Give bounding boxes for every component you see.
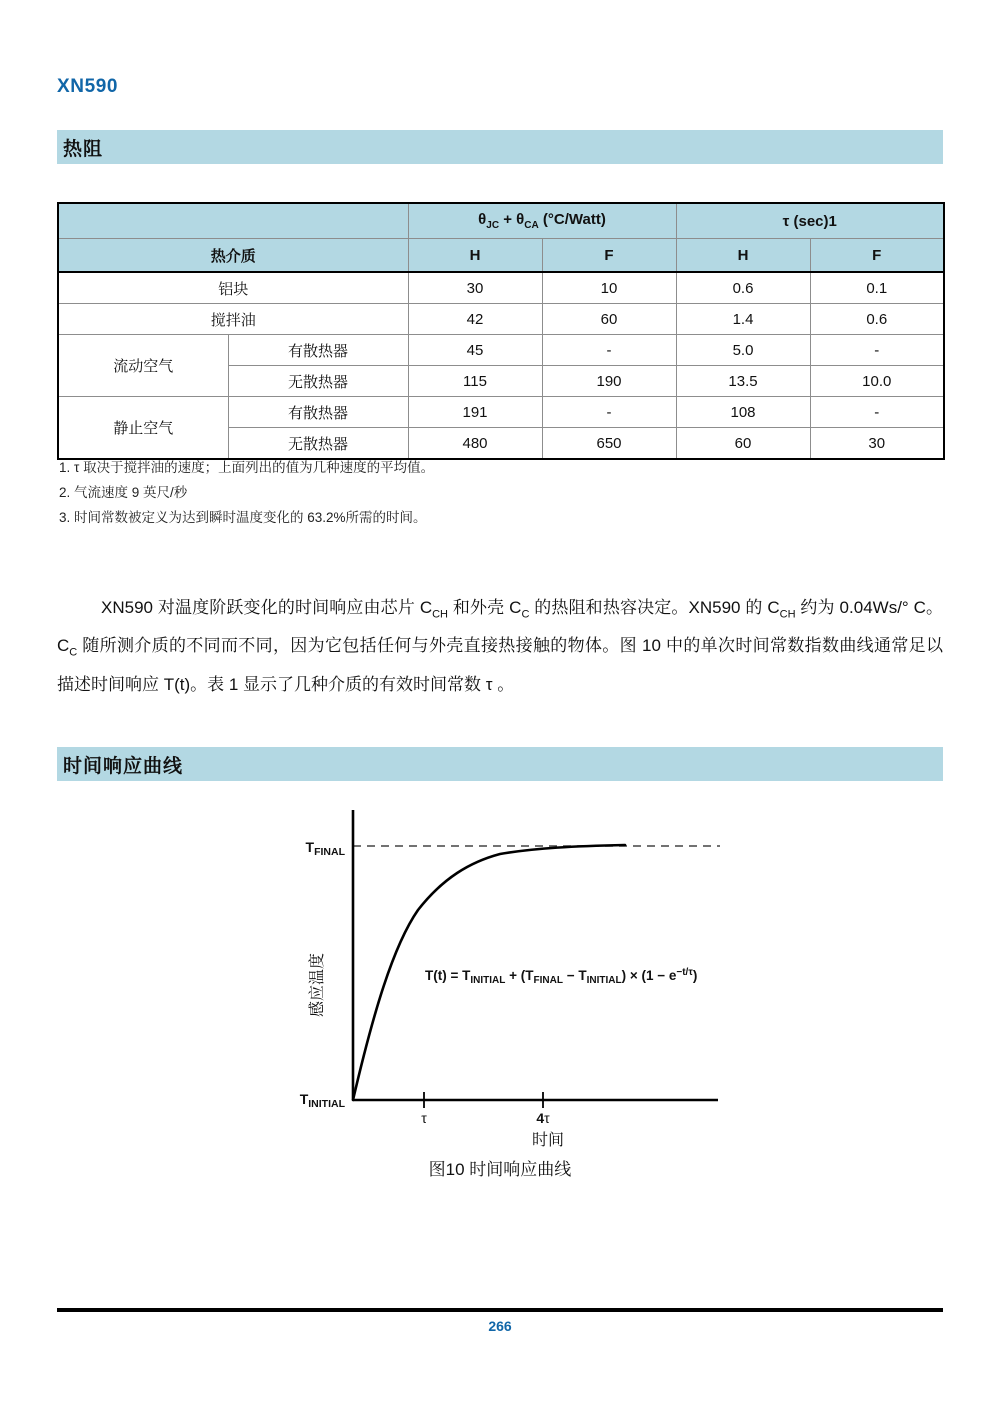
cell-theta-f: 60 [542, 304, 676, 335]
header-blank-cell [58, 203, 408, 239]
footer-divider [57, 1308, 943, 1312]
cell-variant: 无散热器 [228, 366, 408, 397]
cell-tau-h: 108 [676, 397, 810, 428]
cell-theta-h: 30 [408, 272, 542, 304]
x-axis-title: 时间 [531, 1132, 565, 1149]
figure-caption: 图10 时间响应曲线 [428, 1160, 572, 1179]
cell-theta-f: - [542, 397, 676, 428]
y-axis-title: 感应温度 [309, 952, 326, 1018]
cell-theta-h: 191 [408, 397, 542, 428]
theta-jc-label: $\theta_{JC} + \theta_{CA}$ (°C/Watt) [478, 211, 606, 231]
header-theta-f: F [542, 239, 676, 273]
header-tau-group: τ (sec)1 [676, 203, 944, 239]
cell-theta-f: 650 [542, 428, 676, 460]
footnote-3: 3. 时间常数被定义为达到瞬时温度变化的 63.2%所需的时间。 [59, 510, 427, 525]
cell-theta-h: 480 [408, 428, 542, 460]
x-tick-label-tau: τ [421, 1110, 427, 1126]
cell-variant: 有散热器 [228, 335, 408, 366]
cell-theta-f: 10 [542, 272, 676, 304]
cell-tau-f: 30 [810, 428, 944, 460]
para-sub-4: C [69, 646, 78, 659]
cell-variant: 有散热器 [228, 397, 408, 428]
para-seg-3: 的热阻和热容决定。XN590 的 C [529, 598, 780, 617]
header-tau-h: H [676, 239, 810, 273]
cell-medium-still-air: 静止空气 [58, 397, 228, 460]
time-response-figure [0, 800, 1000, 1200]
cell-medium: 搅拌油 [58, 304, 408, 335]
equation-annotation: $T(t) = T_{INITIAL} + (T_{FINAL} - T_{INITIAL}) \times (1 - e^{-t/\tau})$ [425, 967, 698, 986]
cell-tau-f: - [810, 335, 944, 366]
cell-tau-h: 0.6 [676, 272, 810, 304]
thermal-resistance-table [57, 202, 945, 460]
cell-theta-h: 42 [408, 304, 542, 335]
cell-tau-h: 60 [676, 428, 810, 460]
y-label-tfinal: $T_{FINAL}$ [305, 839, 345, 858]
para-sub-3: CH [779, 608, 796, 621]
section-title-text: 热阻 [63, 138, 104, 160]
para-seg-2: 和外壳 C [448, 598, 522, 617]
table-row [58, 397, 944, 428]
section-header-thermal-resistance [57, 130, 943, 164]
body-paragraph [57, 592, 943, 700]
cell-medium-flowing-air: 流动空气 [58, 335, 228, 397]
time-response-chart [0, 800, 1000, 1200]
para-seg-1: XN590 对温度阶跃变化的时间响应由芯片 C [101, 598, 433, 617]
section-header-time-response [57, 747, 943, 781]
section-title-text: 时间响应曲线 [63, 755, 184, 777]
para-sub-1: CH [432, 608, 448, 621]
footnote-1: 1. τ 取决于搅拌油的速度；上面列出的值为几种速度的平均值。 [59, 460, 435, 475]
para-sub-2: C [521, 608, 530, 621]
cell-theta-f: 190 [542, 366, 676, 397]
para-seg-4: 约为 0.04Ws/° C。C [57, 598, 943, 656]
cell-theta-h: 45 [408, 335, 542, 366]
cell-tau-f: 0.6 [810, 304, 944, 335]
table-header-sub-row [58, 239, 944, 273]
table-row [58, 335, 944, 366]
cell-tau-h: 5.0 [676, 335, 810, 366]
para-seg-5: 随所测介质的不同而不同，因为它包括任何与外壳直接热接触的物体。图 10 中的单次时间常数指数曲线通常足以描述时间响应 T(t)。表 1 显示了几种介质的有效时间常数 τ 。 [57, 636, 943, 694]
cell-theta-f: - [542, 335, 676, 366]
table-header-group-row [58, 203, 944, 239]
thermal-resistance-table-wrap [57, 202, 943, 460]
cell-tau-f: - [810, 397, 944, 428]
y-label-tinitial: $T_{INITIAL}$ [299, 1091, 345, 1110]
table-row [58, 272, 944, 304]
cell-medium: 铝块 [58, 272, 408, 304]
header-tau-f: F [810, 239, 944, 273]
cell-tau-h: 13.5 [676, 366, 810, 397]
footer-page-number: 266 [488, 1318, 512, 1334]
header-theta-h: H [408, 239, 542, 273]
footnote-2: 2. 气流速度 9 英尺/秒 [59, 485, 188, 500]
x-tick-label-4tau: 4τ [536, 1110, 550, 1126]
cell-tau-h: 1.4 [676, 304, 810, 335]
table-footnotes [59, 455, 759, 530]
table-row [58, 304, 944, 335]
header-theta-group [408, 203, 676, 239]
cell-theta-h: 115 [408, 366, 542, 397]
cell-variant: 无散热器 [228, 428, 408, 460]
header-medium: 热介质 [58, 239, 408, 273]
cell-tau-f: 0.1 [810, 272, 944, 304]
cell-tau-f: 10.0 [810, 366, 944, 397]
page-title: XN590 [57, 76, 119, 97]
